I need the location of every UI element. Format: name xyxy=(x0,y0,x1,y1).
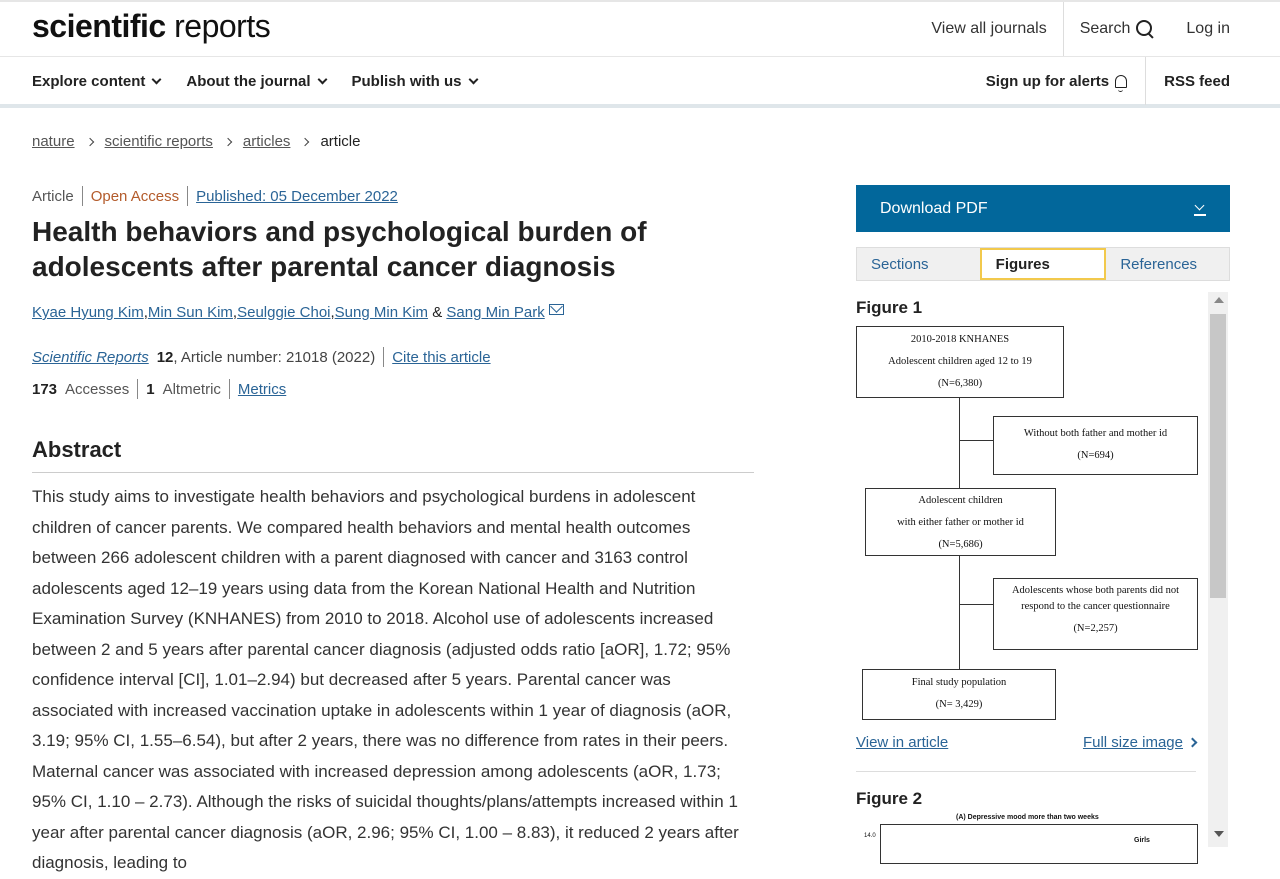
mail-icon[interactable] xyxy=(549,304,564,315)
view-in-article-link[interactable]: View in article xyxy=(856,734,949,751)
author-separator: , xyxy=(232,304,238,321)
alerts-label: Sign up for alerts xyxy=(985,72,1110,90)
publish-menu[interactable] xyxy=(352,73,477,90)
article-type: Article xyxy=(32,187,74,205)
bell-icon xyxy=(1115,75,1127,88)
abstract-text: This study aims to investigate health behaviors and psychological burdens in adolescent children of cancer parents. We compared health behaviors and mental health outcomes between 266 adolescent children with a parent diagnosed with cancer and 3163 control adolescents aged 12–19 years using data from the Korean National Health and Nutrition Examination Survey (KNHANES) from 2010 to 2018. Alcohol use of adolescents increased between 2 and 5 years after parental cancer diagnosis (adjusted odds ratio [aOR], 1.72; 95% confidence interval [CI], 1.01–2.94) but decreased after 5 years. Parental cancer was associated with increased vaccination uptake in adolescents within 1 year of diagnosis (aOR, 3.19; 95% CI, 1.55–6.54), but after 2 years, there was no difference from rates in their peers. Maternal cancer was associated with increased depression among adolescents (aOR, 1.73; 95% CI, 1.10 – 2.73). Although the risks of suicidal thoughts/plans/attempts increased within 1 year after parental cancer diagnosis (aOR, 2.96; 95% CI, 1.00 – 8.83), it reduced 2 years after diagnosis, leading to xyxy=(32,487,739,872)
figure-2-title: Figure 2 xyxy=(856,789,923,808)
breadcrumb-scientific-reports[interactable]: scientific reports xyxy=(104,133,213,150)
author-link[interactable]: Min Sun Kim xyxy=(147,304,233,321)
figure-2-chart-title: (A) Depressive mood more than two weeks xyxy=(956,814,1099,821)
flowchart-text: (N=2,257) xyxy=(1073,623,1118,634)
header-actions xyxy=(915,2,1280,56)
flowchart-connector xyxy=(959,604,993,605)
nav-actions xyxy=(968,57,1280,105)
flowchart-connector xyxy=(959,440,993,441)
flowchart-text: 2010-2018 KNHANES xyxy=(910,334,1010,345)
search-button[interactable] xyxy=(1064,2,1171,56)
download-label: Download PDF xyxy=(880,199,988,217)
full-size-label: Full size image xyxy=(1082,734,1183,751)
chevron-down-icon xyxy=(468,74,478,84)
figure-1-links xyxy=(856,734,1196,751)
flowchart-connector xyxy=(959,556,960,669)
view-all-journals-link[interactable]: View all journals xyxy=(931,20,1047,37)
open-access-badge: Open Access xyxy=(90,187,180,205)
flowchart-text: Adolescent children aged 12 to 19 xyxy=(888,356,1032,367)
flowchart-text: (N=5,686) xyxy=(938,539,983,550)
journal-name-link[interactable]: Scientific Reports xyxy=(32,348,149,366)
nav-menus xyxy=(32,57,477,105)
flowchart-box-final xyxy=(862,669,1056,720)
about-label: About the journal xyxy=(186,72,311,90)
meta-divider xyxy=(137,379,138,399)
meta-divider xyxy=(229,379,230,399)
accesses-label: Accesses xyxy=(65,380,130,398)
explore-content-menu[interactable] xyxy=(32,73,160,90)
breadcrumb-current: article xyxy=(320,133,361,150)
chevron-right-icon xyxy=(85,137,93,145)
flowchart-text: Adolescent children xyxy=(918,495,1003,506)
figure-divider xyxy=(856,771,1196,772)
figure-1-title: Figure 1 xyxy=(856,298,923,317)
journal-logo[interactable] xyxy=(32,8,270,45)
figure-2-ytick: 14.0 xyxy=(864,833,876,839)
explore-label: Explore content xyxy=(32,72,146,90)
article-title: Health behaviors and psychological burden of adolescents after parental cancer diagnosis xyxy=(32,216,647,282)
sidebar-tabs xyxy=(856,247,1230,281)
breadcrumb xyxy=(32,133,360,150)
author-ampersand: & xyxy=(428,304,447,321)
figure-2-plot-area xyxy=(880,824,1198,864)
search-label: Search xyxy=(1079,20,1131,37)
chevron-down-icon xyxy=(317,74,327,84)
author-link[interactable]: Sang Min Park xyxy=(446,304,545,321)
article-metrics xyxy=(32,379,286,399)
download-pdf-button[interactable] xyxy=(856,185,1230,232)
journal-citation xyxy=(32,347,491,367)
meta-divider xyxy=(82,186,83,206)
login-link[interactable]: Log in xyxy=(1186,20,1230,37)
abstract-heading: Abstract xyxy=(32,437,122,462)
scroll-up-icon[interactable] xyxy=(1214,297,1224,303)
figures-scrollbar[interactable] xyxy=(1208,292,1228,847)
rss-feed-link[interactable]: RSS feed xyxy=(1164,72,1230,90)
accesses-count: 173 xyxy=(32,380,58,398)
chevron-down-icon xyxy=(152,74,162,84)
flowchart-box-excluded-1 xyxy=(993,416,1198,475)
full-size-image-link[interactable] xyxy=(1083,734,1196,751)
metrics-link[interactable]: Metrics xyxy=(237,380,287,398)
chevron-right-icon xyxy=(224,137,232,145)
meta-divider xyxy=(383,347,384,367)
about-journal-menu[interactable] xyxy=(186,73,325,90)
flowchart-connector xyxy=(959,398,960,488)
article-number: , Article number: 21018 (2022) xyxy=(173,348,376,366)
chevron-right-icon xyxy=(301,137,309,145)
flowchart-text: Adolescents whose both parents did not xyxy=(1011,585,1180,596)
altmetric-count: 1 xyxy=(146,380,155,398)
meta-divider xyxy=(187,186,188,206)
volume-number: 12 xyxy=(156,348,174,366)
flowchart-text: (N=6,380) xyxy=(937,378,983,389)
scroll-down-icon[interactable] xyxy=(1214,831,1224,837)
download-icon xyxy=(1194,202,1206,216)
article-meta xyxy=(32,186,398,206)
tab-sections[interactable]: Sections xyxy=(871,255,929,273)
search-icon xyxy=(1136,20,1154,38)
figure-2-legend: Girls xyxy=(1134,837,1150,844)
flowchart-text: Final study population xyxy=(911,677,1007,688)
alerts-signup-link[interactable] xyxy=(968,57,1145,105)
author-link[interactable]: Seulggie Choi xyxy=(237,304,331,321)
author-separator: , xyxy=(330,304,335,321)
cite-article-link[interactable]: Cite this article xyxy=(392,348,491,366)
figures-panel xyxy=(856,292,1206,847)
abstract-divider xyxy=(32,472,754,473)
main-nav xyxy=(0,56,1280,108)
tab-figures[interactable]: Figures xyxy=(980,248,1107,280)
logo-bold: scientific xyxy=(32,8,166,44)
breadcrumb-articles[interactable]: articles xyxy=(242,133,291,150)
logo-light: reports xyxy=(165,8,271,44)
flowchart-text: (N=694) xyxy=(1077,450,1114,461)
altmetric-label: Altmetric xyxy=(162,380,221,398)
flowchart-text: with either father or mother id xyxy=(897,517,1024,528)
author-separator: , xyxy=(143,304,148,321)
chevron-right-icon xyxy=(1188,738,1198,748)
flowchart-text: (N= 3,429) xyxy=(935,699,983,710)
flowchart-text: respond to the cancer questionnaire xyxy=(1021,601,1170,612)
author-link[interactable]: Kyae Hyung Kim xyxy=(32,304,144,321)
author-list xyxy=(32,304,564,321)
breadcrumb-nature[interactable]: nature xyxy=(32,133,75,150)
published-date-link[interactable]: Published: 05 December 2022 xyxy=(196,187,398,205)
flowchart-box-source xyxy=(856,326,1064,398)
tab-references[interactable]: References xyxy=(1120,255,1198,273)
scrollbar-thumb[interactable] xyxy=(1210,314,1226,598)
flowchart-box-with-parent-id xyxy=(865,488,1056,556)
author-link[interactable]: Sung Min Kim xyxy=(334,304,429,321)
publish-label: Publish with us xyxy=(351,72,462,90)
flowchart-text: Without both father and mother id xyxy=(1023,428,1168,439)
site-header xyxy=(0,0,1280,56)
flowchart-box-excluded-2 xyxy=(993,578,1198,650)
